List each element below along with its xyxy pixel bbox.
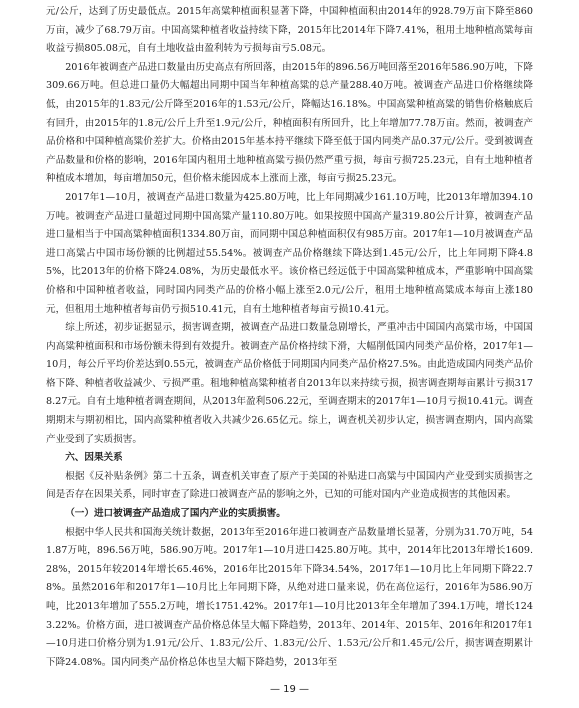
paragraph-2017-imports: 2017年1—10月，被调查产品进口数量为425.80万吨，比上年同期减少161.10万吨，比2013年增加394.10万吨。被调查产品进口量超过同期中国高粱产量110.80万吨。如果按照中国高产量319.80公斤计算，被调查产品进口量相当于中国高粱种植面积1334.80万亩，而同期中国总种植面积仅有985万亩。2017年1—10月被调查产品进口高粱占中国市场份额的比例超过55.54%。被调查产品价格继续下降达到1.45元/公斤，比上年同期下降4.85%，比2013年的价格下降24.08%，为历史最低水平。该价格已经远低于中国高粱种植成本，严重影响中国高粱价格和中国种植者收益，同时国内同类产品的价格小幅上涨至2.0元/公斤，租用土地种植高粱成本每亩上涨180元，但租用土地种植者每亩仍亏损510.41元，自有土地种植者每亩亏损10.41元。 xyxy=(46,191,533,315)
paragraph-2016-imports: 2016年被调查产品进口数量由历史高点有所回落，由2015年的896.56万吨回落至2016年586.90万吨，下降309.66万吨。但总进口量仍大幅超出同期中国当年种植高粱的总产量288.40万吨。被调查产品进口价格继续降低，由2015年的1.83元/公斤降至2016年的1.53元/公斤，降幅达16.18%。中国高粱种植高粱的销售价格触底后有回升，由2015年的1.8元/公斤上升至1.9元/公斤，种植面积有所回升，比上年增加77.78万亩。然而，被调查产品价格和中国种植高粱价差扩大。价格由2015年基本持平继续下降至低于国内同类产品0.37元/公斤。受到被调查产品数量和价格的影响，2016年国内租用土地种植高粱亏损仍然严重亏损，每亩亏损725.23元，自有土地种植者种植成本增加，每亩增加50元，但价格未能因成本上涨而上涨，每亩亏损25.23元。 xyxy=(46,61,533,185)
section-heading-causality: 六、因果关系 xyxy=(65,452,123,464)
paragraph-section-intro: 根据《反补贴条例》第二十五条，调查机关审查了原产于美国的补贴进口高粱与中国国内产业受到实质损害之间是否存在因果关系，同时审查了除进口被调查产品的影响之外，已知的可能对国内产业造成损害的其他因素。 xyxy=(46,470,533,501)
page-number: — 19 — xyxy=(269,684,310,695)
subheading-material-injury: （一）进口被调查产品造成了国内产业的实质损害。 xyxy=(65,508,286,520)
paragraph-continuation: 元/公斤，达到了历史最低点。2015年高粱种植面积显著下降，中国种植面积由2014年的928.79万亩下降至860万亩，减少了68.79万亩。中国高粱种植者收益持续下降，2015年比2014年下降7.41%，租用土地种植高粱每亩收益亏损805.08元，自有土地收益由盈利转为亏损每亩亏5.08元。 xyxy=(46,6,533,55)
paragraph-customs-data: 根据中华人民共和国海关统计数据，2013年至2016年进口被调查产品数量增长显著，分别为31.70万吨，541.87万吨，896.56万吨，586.90万吨。2017年1—10月进口425.80万吨。其中，2014年比2013年增长1609.28%，2015年较2014年增长65.46%，2016年比2015年下降34.54%，2017年1—10月比上年同期下降22.78%。虽然2016年和2017年1—10月比上年同期下降，从绝对进口量来说，仍在高位运行，2016年为586.90万吨，比2013年增加了555.2万吨，增长1751.42%。2017年1—10月比2013年全年增加了394.1万吨，增长1243.22%。价格方面，进口被调查产品价格总体呈大幅下降趋势，2013年、2014年、2015年、2016年和2017年1—10月进口价格分别为1.91元/公斤、1.83元/公斤、1.83元/公斤、1.53元/公斤和1.45元/公斤，损害调查期累计下降24.08%。国内同类产品价格总体也呈大幅下降趋势，2013年至 xyxy=(46,526,533,668)
paragraph-summary: 综上所述，初步证据显示，损害调查期，被调查产品进口数量急剧增长，严重冲击中国国内高粱市场，中国国内高粱种植面积和市场份额未得到有效提升。被调查产品价格持续下滑，大幅削低国内同类产品价格，2017年1—10月，每公斤平均价差达到0.55元，被调查产品价格低于同期国内同类产品价格27.5%。由此造成国内同类产品价格下降、种植者收益减少、亏损严重。租地种植高粱种植者自2013年以来持续亏损，损害调查期每亩累计亏损3178.27元。自有土地种植者调查期间，从2013年盈利506.22元，至调查期末的2017年1—10月亏损10.41元。调查期期末与期初相比，国内高粱种植者收入共减少26.65亿元。综上，调查机关初步认定，损害调查期内，国内高粱产业受到了实质损害。 xyxy=(46,322,533,445)
